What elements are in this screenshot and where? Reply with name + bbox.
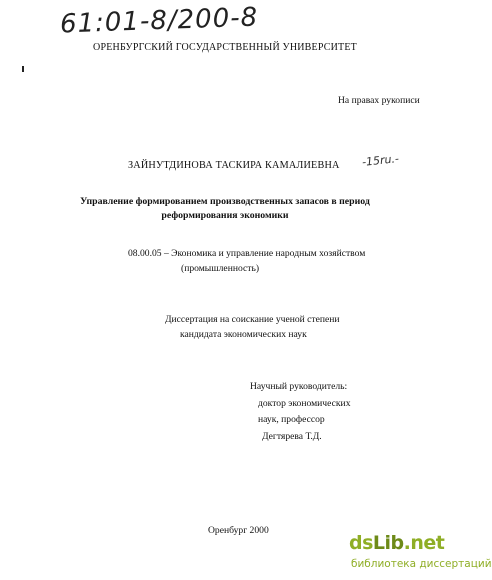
supervisor-label: Научный руководитель: [250, 381, 348, 392]
supervisor-degree-line-2: наук, профессор [258, 414, 325, 425]
degree-statement-line-2: кандидата экономических наук [180, 329, 307, 340]
handwritten-margin-note: -15ru.- [361, 152, 400, 169]
university-name: ОРЕНБУРГСКИЙ ГОСУДАРСТВЕННЫЙ УНИВЕРСИТЕТ [93, 42, 357, 53]
dissertation-title-line-1: Управление формированием производственных запасов в период [80, 196, 370, 207]
scan-mark [22, 66, 24, 72]
supervisor-degree-line-1: доктор экономических [258, 398, 351, 409]
city-year: Оренбург 2000 [208, 525, 269, 536]
logo-ds-text: ds [349, 532, 373, 554]
watermark-subtitle: библиотека диссертаций [351, 558, 492, 570]
dslib-logo[interactable] [349, 532, 444, 554]
supervisor-name: Дегтярева Т.Д. [262, 431, 322, 442]
degree-statement-line-1: Диссертация на соискание ученой степени [165, 314, 340, 325]
logo-tld-text: .net [403, 532, 445, 554]
specialty-code-line: 08.00.05 – Экономика и управление народным хозяйством [128, 248, 366, 259]
rights-note: На правах рукописи [338, 95, 420, 106]
specialty-branch-line: (промышленность) [181, 263, 260, 274]
author-name: ЗАЙНУТДИНОВА ТАСКИРА КАМАЛИЕВНА [128, 160, 340, 171]
dissertation-title-line-2: реформирования экономики [161, 210, 289, 221]
handwritten-catalog-number: 61:01-8/200-8 [59, 2, 259, 40]
logo-lib-text: Lib [372, 532, 404, 554]
